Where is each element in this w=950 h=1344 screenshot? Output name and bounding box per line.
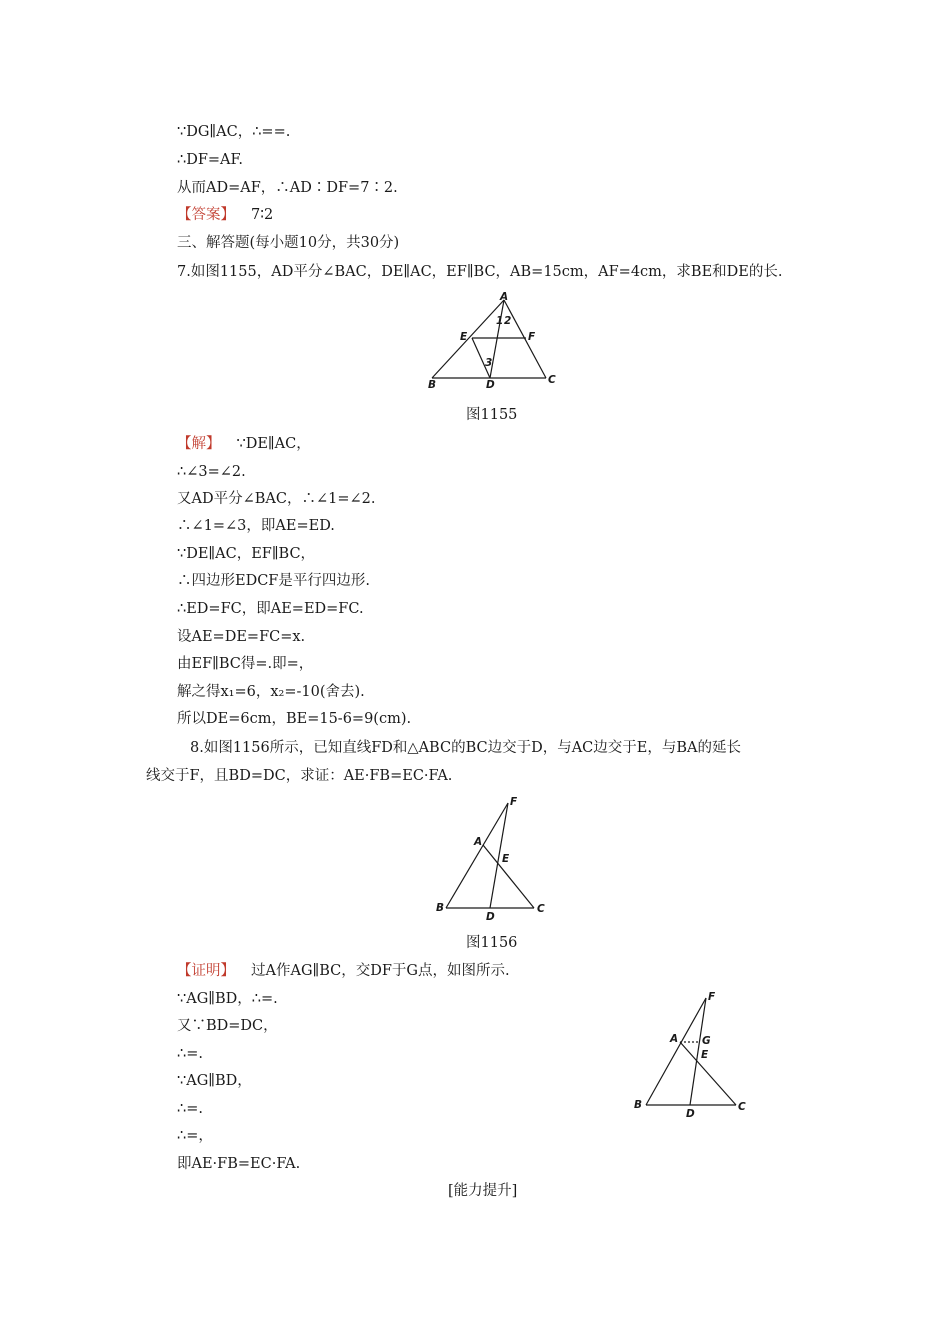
label-b: B xyxy=(428,379,437,391)
solution-line: ∴四边形EDCF是平行四边形. xyxy=(177,573,370,589)
question-7: 7.如图1155，AD平分∠BAC，DE∥AC，EF∥BC，AB=15cm，AF=4cm，求BE和DE的长. xyxy=(177,264,783,280)
label-d: D xyxy=(486,379,495,391)
solution-line: ∵DG∥AC，∴==. xyxy=(177,124,291,140)
angle-3: 3 xyxy=(485,357,493,369)
proof-line: ∴=， xyxy=(177,1128,213,1144)
edge-ac xyxy=(504,300,546,378)
proof-line: 过A作AG∥BC，交DF于G点，如图所示. xyxy=(251,963,510,979)
answer-line xyxy=(177,205,273,225)
label-d: D xyxy=(686,1108,695,1120)
answer-value: 7∶2 xyxy=(251,207,274,223)
proof-line: ∵AG∥BD， xyxy=(177,1073,252,1089)
proof-line: ∵AG∥BD，∴=. xyxy=(177,991,278,1007)
label-f: F xyxy=(708,991,716,1003)
figure-proof xyxy=(628,990,758,1120)
solution-line: ∴∠3=∠2. xyxy=(177,464,246,480)
label-f: F xyxy=(528,331,536,343)
label-b: B xyxy=(436,902,445,914)
label-a: A xyxy=(474,836,483,848)
proof-line: 即AE·FB=EC·FA. xyxy=(177,1156,301,1172)
question-8: 8.如图1156所示，已知直线FD和△ABC的BC边交于D，与AC边交于E，与BA的延长 xyxy=(190,740,741,756)
answer-tag: 【答案】 xyxy=(177,207,235,223)
figure-caption: 图1155 xyxy=(466,407,518,423)
figure-1155 xyxy=(420,292,570,397)
label-e: E xyxy=(460,331,468,343)
label-e: E xyxy=(701,1049,709,1061)
label-d: D xyxy=(486,911,495,923)
solution-line: 设AE=DE=FC=x. xyxy=(177,629,306,645)
solution-line: ∴∠1=∠3，即AE=ED. xyxy=(177,518,335,534)
solution-line: ∵DE∥AC， xyxy=(236,436,311,452)
solution-line: 由EF∥BC得=.即=， xyxy=(177,656,314,672)
solution-line: ∵DE∥AC，EF∥BC， xyxy=(177,546,316,562)
solution-line: 所以DE=6cm，BE=15-6=9(cm). xyxy=(177,711,412,727)
solution-line: ∴ED=FC，即AE=ED=FC. xyxy=(177,601,364,617)
solution-line: ∴DF=AF. xyxy=(177,152,243,168)
solution-line: 解之得x₁=6，x₂=-10(舍去). xyxy=(177,684,365,700)
solution-header xyxy=(177,434,311,454)
solution-line: 又AD平分∠BAC，∴∠1=∠2. xyxy=(177,491,376,507)
label-c: C xyxy=(738,1101,746,1113)
edge-fb xyxy=(646,998,706,1105)
label-e: E xyxy=(502,853,510,865)
label-c: C xyxy=(548,374,556,386)
solution-line: 从而AD=AF，∴AD∶DF=7∶2. xyxy=(177,180,398,196)
label-b: B xyxy=(634,1099,643,1111)
proof-line: 又∵BD=DC， xyxy=(177,1018,278,1034)
question-8-cont: 线交于F，且BD=DC，求证：AE·FB=EC·FA. xyxy=(146,768,453,784)
figure-1156 xyxy=(430,793,560,923)
label-g: G xyxy=(702,1035,711,1047)
proof-line: ∴=. xyxy=(177,1046,203,1062)
proof-tag: 【证明】 xyxy=(177,963,235,979)
proof-line: ∴=. xyxy=(177,1101,203,1117)
angle-1: 1 xyxy=(496,315,504,327)
proof-header xyxy=(177,961,510,981)
edge-ab xyxy=(432,300,504,378)
angle-2: 2 xyxy=(504,315,512,327)
label-a: A xyxy=(670,1033,679,1045)
figure-caption: 图1156 xyxy=(466,935,518,951)
solution-tag: 【解】 xyxy=(177,436,221,452)
label-c: C xyxy=(537,903,545,915)
label-f: F xyxy=(510,796,518,808)
section-footer: [能力提升] xyxy=(448,1183,518,1199)
section-heading: 三、解答题(每小题10分，共30分) xyxy=(177,235,400,251)
label-a: A xyxy=(500,292,509,303)
